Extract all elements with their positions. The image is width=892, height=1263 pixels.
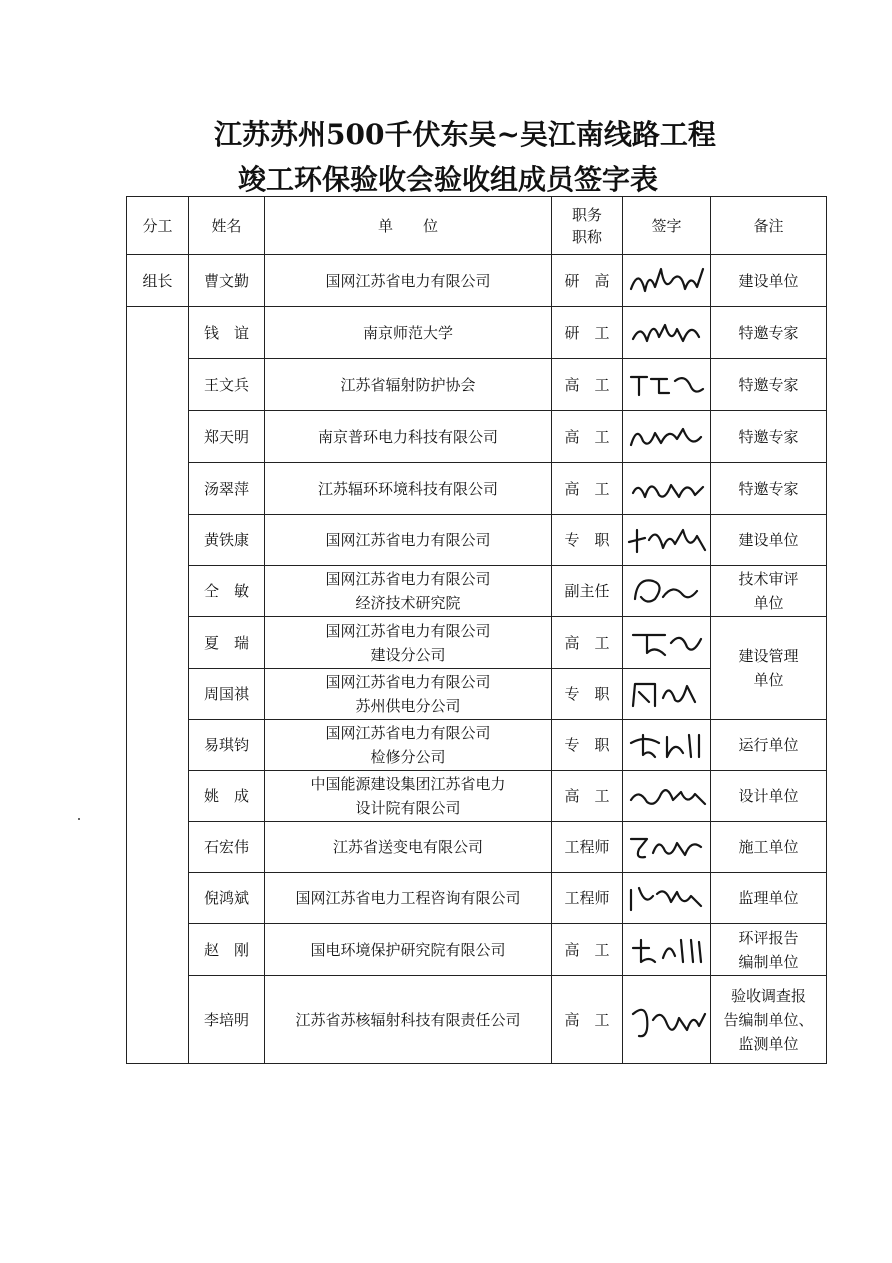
member-remark: [711, 771, 827, 822]
remark-line: 特邀专家: [738, 479, 799, 498]
member-unit: [265, 463, 552, 515]
member-name: 黄铁康: [189, 515, 265, 566]
handwritten-signature: [623, 359, 711, 411]
table-row: [127, 515, 827, 566]
remark-line: 特邀专家: [738, 323, 799, 342]
member-unit: [265, 359, 552, 411]
member-name: 周国祺: [189, 669, 265, 720]
member-unit: [265, 873, 552, 924]
member-name: 石宏伟: [189, 822, 265, 873]
signature-scribble: [625, 467, 709, 511]
member-name: 倪鸿斌: [189, 873, 265, 924]
remark-line: 单位: [753, 671, 784, 689]
signature-scribble: [625, 723, 709, 767]
unit-line: 国网江苏省电力有限公司: [325, 531, 491, 549]
member-remark: [711, 255, 827, 307]
signature-scribble: [625, 569, 709, 613]
member-unit: [265, 976, 552, 1064]
member-remark: [711, 976, 827, 1064]
table-row: [127, 976, 827, 1064]
member-unit: [265, 255, 552, 307]
remark-line: 监测单位: [738, 1034, 799, 1053]
member-name: 赵 刚: [189, 924, 265, 976]
member-remark: [711, 307, 827, 359]
member-remark: [711, 566, 827, 617]
unit-line: 国网江苏省电力有限公司: [325, 570, 491, 588]
handwritten-signature: [623, 822, 711, 873]
member-position: 高 工: [552, 463, 623, 515]
unit-line: 江苏辐环环境科技有限公司: [317, 479, 498, 498]
remark-line: 验收调查报: [730, 986, 806, 1005]
member-position: 工程师: [552, 822, 623, 873]
table-header-row: [127, 197, 827, 255]
unit-line: 国网江苏省电力工程咨询有限公司: [295, 889, 521, 907]
unit-line: 检修分公司: [370, 748, 446, 766]
member-position: 高 工: [552, 771, 623, 822]
header-remarks: 备注: [711, 197, 827, 255]
document-title-line-2: 竣工环保验收会验收组成员签字表: [238, 163, 659, 196]
unit-line: 建设分公司: [370, 645, 446, 664]
signature-scribble: [625, 621, 709, 665]
member-name: 曹文勤: [189, 255, 265, 307]
member-unit: [265, 669, 552, 720]
member-name: 汤翠萍: [189, 463, 265, 515]
remark-line: 特邀专家: [738, 427, 799, 446]
table-row: [127, 822, 827, 873]
member-name: 王文兵: [189, 359, 265, 411]
member-name: 郑天明: [189, 411, 265, 463]
member-remark: [711, 359, 827, 411]
signature-scribble: [625, 928, 709, 972]
signature-scribble: [625, 311, 709, 355]
table-row: [127, 463, 827, 515]
member-unit: [265, 771, 552, 822]
unit-line: 南京师范大学: [362, 323, 453, 342]
table-row: [127, 307, 827, 359]
member-name: 钱 谊: [189, 307, 265, 359]
remark-line: 技术审评: [738, 570, 799, 588]
table-row: [127, 359, 827, 411]
member-unit: [265, 924, 552, 976]
remark-line: 运行单位: [738, 736, 799, 754]
member-remark: [711, 720, 827, 771]
handwritten-signature: [623, 771, 711, 822]
header-signature: 签字: [623, 197, 711, 255]
document-title-line-1: 江苏苏州500千伏东吴~吴江南线路工程: [214, 118, 716, 151]
unit-line: 江苏省送变电有限公司: [332, 838, 483, 856]
member-name: 仝 敏: [189, 566, 265, 617]
remark-line: 建设单位: [738, 531, 799, 549]
remark-line: 施工单位: [738, 838, 799, 856]
table-row: [127, 924, 827, 976]
table-row: [127, 617, 827, 669]
member-position: 工程师: [552, 873, 623, 924]
member-name: 姚 成: [189, 771, 265, 822]
handwritten-signature: [623, 566, 711, 617]
handwritten-signature: [623, 463, 711, 515]
handwritten-signature: [623, 617, 711, 669]
remark-line: 告编制单位、: [723, 1010, 814, 1029]
member-unit: [265, 720, 552, 771]
unit-line: 江苏省辐射防护协会: [340, 375, 476, 394]
member-unit: [265, 411, 552, 463]
unit-line: 江苏省苏核辐射科技有限责任公司: [295, 1010, 521, 1029]
table-row: [127, 771, 827, 822]
division-members: [127, 307, 189, 1064]
signature-scribble: [625, 876, 709, 920]
handwritten-signature: [623, 411, 711, 463]
unit-line: 设计院有限公司: [355, 799, 461, 817]
scan-speck: [78, 818, 80, 820]
handwritten-signature: [623, 307, 711, 359]
remark-line: 特邀专家: [738, 375, 799, 394]
signature-scribble: [625, 259, 709, 303]
table-row: [127, 411, 827, 463]
remark-line: 建设管理: [738, 647, 799, 665]
signature-scribble: [625, 672, 709, 716]
signature-scribble: [625, 363, 709, 407]
signature-scribble: [625, 774, 709, 818]
remark-line: 编制单位: [738, 952, 799, 971]
unit-line: 国电环境保护研究院有限公司: [310, 940, 506, 959]
unit-line: 国网江苏省电力有限公司: [325, 673, 491, 691]
member-remark: [711, 924, 827, 976]
unit-line: 苏州供电分公司: [355, 697, 461, 715]
table-row: [127, 873, 827, 924]
unit-line: 国网江苏省电力有限公司: [325, 724, 491, 742]
member-remark: [711, 411, 827, 463]
unit-line: 经济技术研究院: [355, 594, 461, 612]
table-row: [127, 255, 827, 307]
member-position: 专 职: [552, 720, 623, 771]
member-position: 高 工: [552, 924, 623, 976]
member-unit: [265, 515, 552, 566]
header-unit: 单 位: [265, 197, 552, 255]
handwritten-signature: [623, 720, 711, 771]
signature-scribble: [625, 825, 709, 869]
handwritten-signature: [623, 669, 711, 720]
member-remark: [711, 463, 827, 515]
member-position: 高 工: [552, 411, 623, 463]
handwritten-signature: [623, 873, 711, 924]
member-position: 副主任: [552, 566, 623, 617]
remark-line: 设计单位: [738, 787, 799, 805]
header-name: 姓名: [189, 197, 265, 255]
member-position: 专 职: [552, 669, 623, 720]
unit-line: 国网江苏省电力有限公司: [325, 621, 491, 640]
member-unit: [265, 566, 552, 617]
handwritten-signature: [623, 924, 711, 976]
handwritten-signature: [623, 515, 711, 566]
unit-line: 国网江苏省电力有限公司: [325, 271, 491, 290]
member-position: 高 工: [552, 976, 623, 1064]
unit-line: 中国能源建设集团江苏省电力: [310, 775, 506, 793]
signature-scribble: [625, 998, 709, 1042]
member-position: 高 工: [552, 359, 623, 411]
member-position: 研 工: [552, 307, 623, 359]
remark-line: 单位: [753, 594, 784, 612]
handwritten-signature: [623, 976, 711, 1064]
table-row: [127, 720, 827, 771]
division-leader: 组长: [127, 255, 189, 307]
remark-line: 建设单位: [738, 271, 799, 290]
member-unit: [265, 822, 552, 873]
handwritten-signature: [623, 255, 711, 307]
member-remark: [711, 873, 827, 924]
signature-scribble: [625, 518, 709, 562]
member-remark: [711, 515, 827, 566]
unit-line: 南京普环电力科技有限公司: [317, 427, 498, 446]
remark-line: 环评报告: [738, 928, 799, 947]
member-remark: [711, 617, 827, 720]
member-name: 易琪钧: [189, 720, 265, 771]
table-row: [127, 566, 827, 617]
member-name: 夏 瑞: [189, 617, 265, 669]
signature-table: [126, 196, 827, 1064]
header-position: 职务职称: [552, 197, 623, 255]
header-division: 分工: [127, 197, 189, 255]
member-unit: [265, 307, 552, 359]
signature-scribble: [625, 415, 709, 459]
member-position: 研 高: [552, 255, 623, 307]
member-unit: [265, 617, 552, 669]
remark-line: 监理单位: [738, 889, 799, 907]
member-remark: [711, 822, 827, 873]
member-name: 李培明: [189, 976, 265, 1064]
member-position: 专 职: [552, 515, 623, 566]
member-position: 高 工: [552, 617, 623, 669]
